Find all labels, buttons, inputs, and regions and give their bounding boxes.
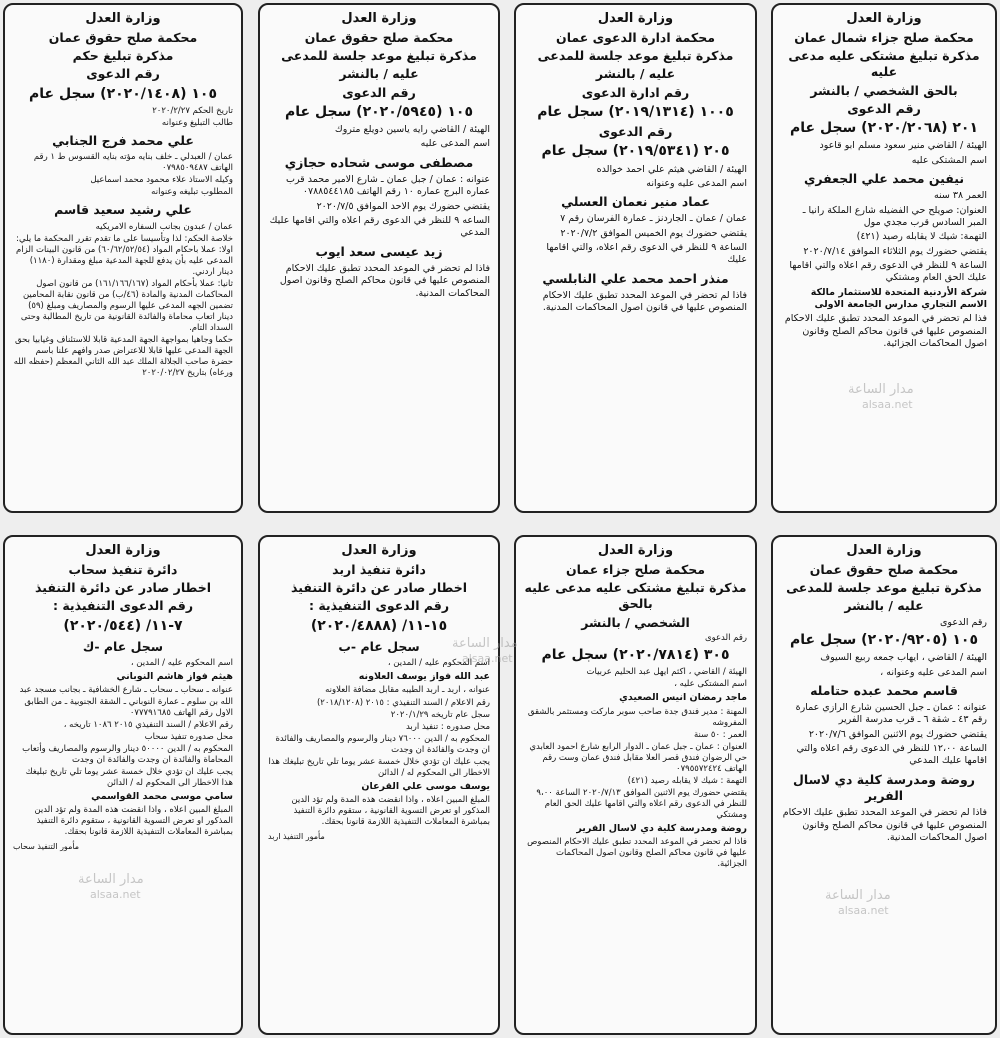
notice-line: فاذا لم تحضر في الموعد المحدد تطبق عليك الاحكام المنصوص عليها في قانون محاكم الصلح وقانون اصول المحاكمات المدنية.: [279, 262, 490, 299]
watermark-arabic: مدار الساعة: [848, 382, 914, 397]
notice-line: اسم المدعى عليه: [420, 138, 490, 150]
notice-line: مأمور التنفيذ سحاب: [13, 842, 80, 852]
notice-line: روضة ومدرسة كلية دي لاسال الفرير: [793, 771, 975, 804]
notice-line: فذا لم تحضر في الموعد المحدد تطبق عليك الاحكام المنصوص عليها في قانون محاكم الصلح وقانون اصول المحاكمات الجزائية.: [784, 313, 987, 350]
notice-line: يقتضي حضورك يوم الاثنين الموافق ٢٠٢٠/٧/١٣ الساعة ٩،٠٠ للنظر في الدعوى رقم اعلاه والتي اقامها عليك الحق العام ومشتكي: [536, 787, 747, 820]
notice-line: رقم ادارة الدعوى: [581, 84, 690, 100]
notice-line: عنوانه : عمان ـ جبل الحسين شارع الرازي عمارة رقم ٤٣ ـ شقة ٦ ـ قرب مدرسة الفرير: [795, 702, 987, 726]
notice-line: وزارة العدل: [341, 543, 417, 558]
notice-line: العنوان: صويلح حي الفضيله شارع الملكة رانيا ـ المبر السادس قرب مجدي مول: [802, 204, 987, 228]
notice-line: عليه / بالنشر: [844, 598, 924, 614]
notice-line: الساعة ٩ للنظر في الدعوى رقم اعلاه والتي اقامها عليك الحق العام ومشتكي: [789, 259, 987, 284]
notice-line: عنوانه ـ سحاب ـ سحاب ـ شارع الخشافية ـ بجانب مسجد عبد الله بن سلوم ـ عمارة النوباني ـ الشقة الجنوبية ـ من الطابق الاول رقم الهاتف ٠٧٧٧٩١٦٨٥: [19, 685, 233, 718]
notice-line: الهيئة / القاضي ، ايهاب جمعه ربيع السيوف: [820, 652, 987, 664]
notice-line: عمان / العبدلي ـ خلف بنايه مؤته بنايه القسوس ط ١ رقم الهاتف ٠٧٩٨٥٠٩٤٨٧: [33, 152, 233, 174]
notice-line: المحكوم به / الدين ٧٦٠٠٠ دينار والرسوم والمصاريف والفائدة ان وجدت والفائدة ان وجدت: [275, 733, 490, 755]
notice-line: اسم المحكوم عليه / المدين ،: [387, 658, 490, 669]
notice-line: رقم الدعوى: [598, 124, 673, 140]
notice-line: المبلغ المبين اعلاه ، واذا انقضت هذه المدة ولم تؤد الدين المذكور او تعرض التسوية القانونية ، ستقوم دائرة التنفيذ بمباشرة المعاملات التنفيذية اللازمة قانونا بحقك.: [34, 805, 233, 838]
notice-line: التهمة : شيك لا يقابله رصيد (٤٢١): [627, 775, 747, 786]
notice-line: رقم الدعوى: [86, 66, 160, 82]
notice-line: تاريخ الحكم ٢٠٢٠/٢/٢٧: [152, 105, 233, 116]
notice-line: عمان / عبدون بجانب السفاره الامريكيه: [95, 221, 233, 232]
notice-line: وزارة العدل: [846, 543, 922, 558]
notice-line: زيد عيسى سعد ايوب: [315, 243, 443, 259]
notice-line: سامي موسى محمد القواسمي: [91, 790, 233, 802]
notice-line: الساعة ٩ للنظر في الدعوى رقم اعلاه، والتي اقامها عليك: [546, 242, 747, 266]
notice-line: الهيئة / القاضي منير سعود مسلم ابو قاعود: [819, 140, 987, 152]
notice-line: اسم المحكوم عليه / المدين ،: [130, 658, 233, 669]
notice-line: مذكرة تبليغ حكم: [72, 48, 174, 64]
notice-line: ١٥-١١/ (٢٠٢٠/٤٨٨٨): [310, 617, 448, 634]
notice-line: مذكرة تبليغ مشتكى عليه مدعى عليه: [788, 48, 980, 80]
notice-line: حكما وجاهيا بمواجهة الجهة المدعية قابلا للاستئناف وغيابيا بحق الجهة المدعى عليها قابلا للاعتراض صدر وافهم علنا باسم حضرة صاحب الجلالة الملك عبد الله الثاني المعظم (حفظه الله ورعاه) بتاريخ ٢٠٢٠/٠٢/٢٧: [13, 335, 233, 379]
notice-line: وزارة العدل: [597, 543, 674, 558]
notice-line: ١٠٠٥ (٢٠١٩/١٣١٤) سجل عام: [537, 103, 734, 120]
notice-line: محكمة صلح حقوق عمان: [809, 561, 959, 577]
notice-line: فاذا لم تحضر في الموعد المحدد تطبق عليك الاحكام المنصوص عليها في قانون اصول المحاكمات المدنية.: [542, 290, 747, 314]
notice-line: المبلغ المبين اعلاه ، واذا انقضت هذه المدة ولم تؤد الدين المذكور او تعرض التسوية القانونية ، ستقوم دائرة التنفيذ بمباشرة المعاملات التنفيذية اللازمة قانونا بحقك.: [291, 795, 490, 828]
notice-line: المحكوم به / الدين ٥٠٠٠٠ دينار والرسوم والمصاريف وأتعاب المحاماة والفائدة ان وجدت والفائدة ان وجدت: [22, 743, 233, 765]
notice-line: عنوانه : عمان / جبل عمان ـ شارع الامير محمد قرب عماره البرج عماره ١٠ رقم الهاتف ٠٧٨٨٥٤٤١٨٥: [286, 174, 490, 198]
notice-line: يقتضي حضورك يوم الخميس الموافق ٢٠٢٠/٧/٢: [560, 227, 747, 239]
notice-line: الشخصي / بالنشر: [581, 614, 690, 630]
notice-line: منذر احمد محمد علي النابلسي: [542, 270, 729, 286]
watermark-latin: alsaa.net: [462, 652, 513, 665]
notice-line: وزارة العدل: [597, 11, 674, 26]
notice-line: ماجد رمضان انيس الصعيدي: [619, 692, 747, 704]
notice-line: عليه / بالنشر: [595, 66, 676, 82]
notice-line: علي رشيد سعيد قاسم: [54, 202, 192, 218]
notice-line: هيثم فواز هاشم النوباني: [116, 671, 233, 683]
notice-line: محكمة صلح حقوق عمان: [48, 29, 198, 45]
notice-line: سجل عام تاريخه ٢٠٢٠/١/٢٩: [390, 709, 490, 720]
notice-line: الهيئة / القاضي هيثم علي احمد خوالده: [596, 163, 747, 175]
watermark-latin: alsaa.net: [838, 904, 889, 917]
notice-line: سجل عام -ك: [82, 638, 164, 654]
watermark-arabic: مدار الساعة: [452, 636, 518, 651]
notice-line: رقم الاعلام / السند التنفيذي : ٢٠١٥ (٢٠١٨/١٢٠٨): [316, 697, 490, 708]
notice-amman-civil-court-hearing: [258, 3, 500, 513]
notice-line: المهنة : مدير فندق جدة صاحب سوبر ماركت ومستثمر بالشقق المفروشه: [527, 706, 747, 728]
notice-line: عماد منير نعمان العسلي: [561, 194, 710, 210]
notice-line: مصطفى موسى شحاده حجازي: [284, 154, 474, 170]
notice-line: رقم الاعلام / السند التنفيذي ٢٠١٥ ١٠٨٦ تاريخه ،: [63, 719, 233, 730]
notice-line: يقتضي حضورك يوم الثلاثاء الموافق ٢٠٢٠/٧/١٤: [803, 245, 987, 257]
notice-line: سجل عام -ب: [338, 638, 420, 654]
watermark-arabic: مدار الساعة: [78, 872, 144, 887]
watermark-latin: alsaa.net: [862, 398, 913, 411]
notice-sahab-execution: [3, 535, 243, 1035]
notice-line: يقتضي حضورك يوم الاحد الموافق ٢٠٢٠/٧/٥: [316, 200, 490, 212]
notice-line: قاسم محمد عبده حتامله: [810, 682, 958, 698]
notice-line: روضة ومدرسة كلية دي لاسال الفرير: [576, 823, 747, 835]
notice-line: فاذا لم تحضر في الموعد المحدد تطبق عليك الاحكام المنصوص عليها في قانون محاكم الصلح وقانون اصول المحاكمات الجزائية.: [527, 837, 747, 870]
notice-amman-civil-court-hearing-2: [771, 535, 997, 1035]
notice-line: محكمة صلح جزاء شمال عمان: [794, 29, 974, 45]
notice-line: شركة الأردنية المتحدة للاستثمار مالكة الاسم التجاري مدارس الجامعة الاولى: [810, 286, 987, 311]
notice-line: بالحق الشخصي / بالنشر: [810, 82, 958, 98]
notice-line: محكمة صلح حقوق عمان: [304, 29, 454, 45]
notice-line: وزارة العدل: [85, 11, 161, 26]
notice-line: ١٠٥ (٢٠٢٠/٥٩٤٥) سجل عام: [285, 103, 473, 120]
notice-line: رقم الدعوى: [342, 84, 416, 100]
notice-line: رقم الدعوى: [939, 616, 987, 628]
notice-line: طالب التبليغ وعنوانه: [161, 117, 233, 128]
notice-line: مأمور التنفيذ اربد: [268, 832, 325, 842]
notice-line: مذكرة تبليغ مشتكى عليه مدعى عليه بالحق: [524, 580, 747, 612]
notice-line: يجب عليك ان تؤدي خلال خمسة عشر يوما تلي تاريخ تبليغك هذا الاخطار الى المحكوم له / الدائن: [268, 756, 490, 778]
notice-case-management-court: [514, 3, 757, 513]
notice-line: مذكرة تبليغ موعد جلسة للمدعى: [281, 48, 477, 64]
notice-line: عنوانه ، اربد ـ اربد الطيبه مقابل مضافة العلاونه: [325, 685, 490, 696]
notice-line: نيفين محمد علي الجعفري: [803, 171, 965, 187]
notice-line: محل صدوره : تنفيذ اربد: [405, 721, 490, 732]
notice-line: مذكرة تبليغ موعد جلسة للمدعى: [537, 48, 734, 64]
notice-north-amman-criminal-court: [771, 3, 997, 513]
notice-line: عليه / بالنشر: [339, 66, 419, 82]
notice-amman-criminal-court: [514, 535, 757, 1035]
notice-line: محل صدوره تنفيذ سحاب: [144, 731, 233, 742]
notice-line: وزارة العدل: [341, 11, 417, 26]
notice-line: ٢٠٥ (٢٠١٩/٥٣٤١) سجل عام: [541, 143, 730, 160]
notice-line: يوسف موسى علي القرعان: [361, 780, 490, 792]
notice-line: وزارة العدل: [846, 11, 922, 26]
notice-line: العمر ٣٨ سنه: [933, 190, 987, 202]
notice-line: ١٠٥ (٢٠٢٠/٩٢٠٥) سجل عام: [790, 631, 978, 648]
notice-line: ٣٠٥ (٢٠٢٠/٧٨١٤) سجل عام: [541, 646, 730, 663]
notice-line: عبد الله فواز يوسف العلاونه: [358, 671, 490, 683]
watermark-latin: alsaa.net: [90, 888, 141, 901]
notice-line: دائرة تنفيذ سحاب: [68, 561, 178, 577]
notice-irbid-execution: [258, 535, 500, 1035]
notice-line: محكمة ادارة الدعوى عمان: [556, 29, 715, 45]
notice-line: وزارة العدل: [85, 543, 161, 558]
notice-line: الساعه ٩ للنظر في الدعوى رقم اعلاه والتي اقامها عليك المدعي: [269, 215, 490, 239]
notice-line: يجب عليك ان تؤدي خلال خمسة عشر يوما تلي تاريخ تبليغك هذا الاخطار الى المحكوم له / الدائن: [25, 766, 233, 788]
notice-line: دائرة تنفيذ اربد: [332, 561, 426, 577]
notice-line: رقم الدعوى: [847, 100, 921, 116]
notice-line: الهيئة / القاضي رايه ياسين دويلع متروك: [334, 124, 490, 136]
notice-judgment-notification: [3, 3, 243, 513]
notice-line: رقم الدعوى التنفيذية :: [308, 598, 450, 614]
notice-line: ٢٠١ (٢٠٢٠/٢٠٦٨) سجل عام: [790, 120, 978, 137]
notice-line: العنوان : عمان ـ جبل عمان ـ الدوار الرابع شارع احمود العابدي حي الرضوان فندق قصر العلا مقابل فندق عمان وست رقم الهاتف ٠٧٩٥٥٧٢٤٢٤: [529, 741, 747, 774]
notice-line: ٧-١١/ (٢٠٢٠/٥٤٤): [63, 617, 183, 634]
notice-line: ١٠٥ (٢٠٢٠/١٤٠٨) سجل عام: [29, 85, 217, 102]
notice-line: محكمة صلح جزاء عمان: [566, 561, 705, 577]
notice-line: اسم المدعى عليه وعنوانه ،: [880, 666, 987, 678]
notice-line: اخطار صادر عن دائرة التنفيذ: [35, 580, 211, 596]
notice-line: خلاصة الحكم: لذا وتأسيسا على ما تقدم تقرر المحكمة ما يلي: اولا: عملا باحكام المواد (٦٠/٦٢/٥٢/٥٤) من قانون البينات الزام المدعى عليه بأن يدفع للجهة المدعية مبلغ ومقدارة (١١٨٠) دينار اردني.: [16, 233, 233, 277]
notice-line: فاذا لم تحضر في الموعد المحدد تطبق عليك الاحكام المنصوص عليها في قانون محاكم الصلح وقانون اصول المحاكمات المدنية.: [782, 807, 987, 844]
notice-line: اسم المشتكى عليه: [911, 154, 987, 166]
notice-line: التهمة: شيك لا يقابله رصيد (٤٢١): [856, 231, 987, 243]
notice-line: العمر : ٥٠ سنة: [693, 729, 747, 740]
notice-line: اخطار صادر عن دائرة التنفيذ: [291, 580, 467, 596]
notice-line: الهيئة / القاضي ، اكثم ايهل عبد الحليم عربيات: [586, 667, 747, 678]
notice-line: رقم الدعوى التنفيذية :: [52, 598, 194, 614]
notice-line: وكيله الاستاذ علاء محمود محمد اسماعيل: [90, 175, 233, 186]
notice-line: يقتضي حضورك يوم الاثنين الموافق ٢٠٢٠/٧/٦: [808, 728, 987, 740]
notice-line: مذكرة تبليغ موعد جلسة للمدعى: [786, 580, 982, 596]
notice-line: المطلوب تبليغه وعنوانه: [151, 187, 233, 198]
notice-line: عمان / عمان ـ الجاردنز ـ عمارة الفرسان رقم ٧: [560, 213, 747, 225]
notice-line: اسم المشتكى عليه ،: [674, 679, 747, 690]
notice-line: الساعة ١٢،٠٠ للنظر في الدعوى رقم اعلاه والتي اقامها عليك المدعي: [796, 743, 987, 767]
notice-line: رقم الدعوى: [704, 632, 747, 643]
notice-line: علي محمد فرج الجنابي: [52, 132, 194, 148]
notice-line: اسم المدعى عليه وعنوانه: [646, 177, 747, 189]
notice-line: ثانيا: عملا بأحكام المواد (١٦١/١٦٦/١٦٧) من قانون اصول المحاكمات المدنية والمادة (٤٦/ب) من قانون نقابة المحامين تضمين الجهه المدعى عليها الرسوم والمصاريف ومبلغ (٥٩) دينار اتعاب محاماة والفائدة القانونية من تاريخ المطالبة وحتى السداد التام.: [20, 278, 233, 334]
watermark-arabic: مدار الساعة: [825, 888, 891, 903]
